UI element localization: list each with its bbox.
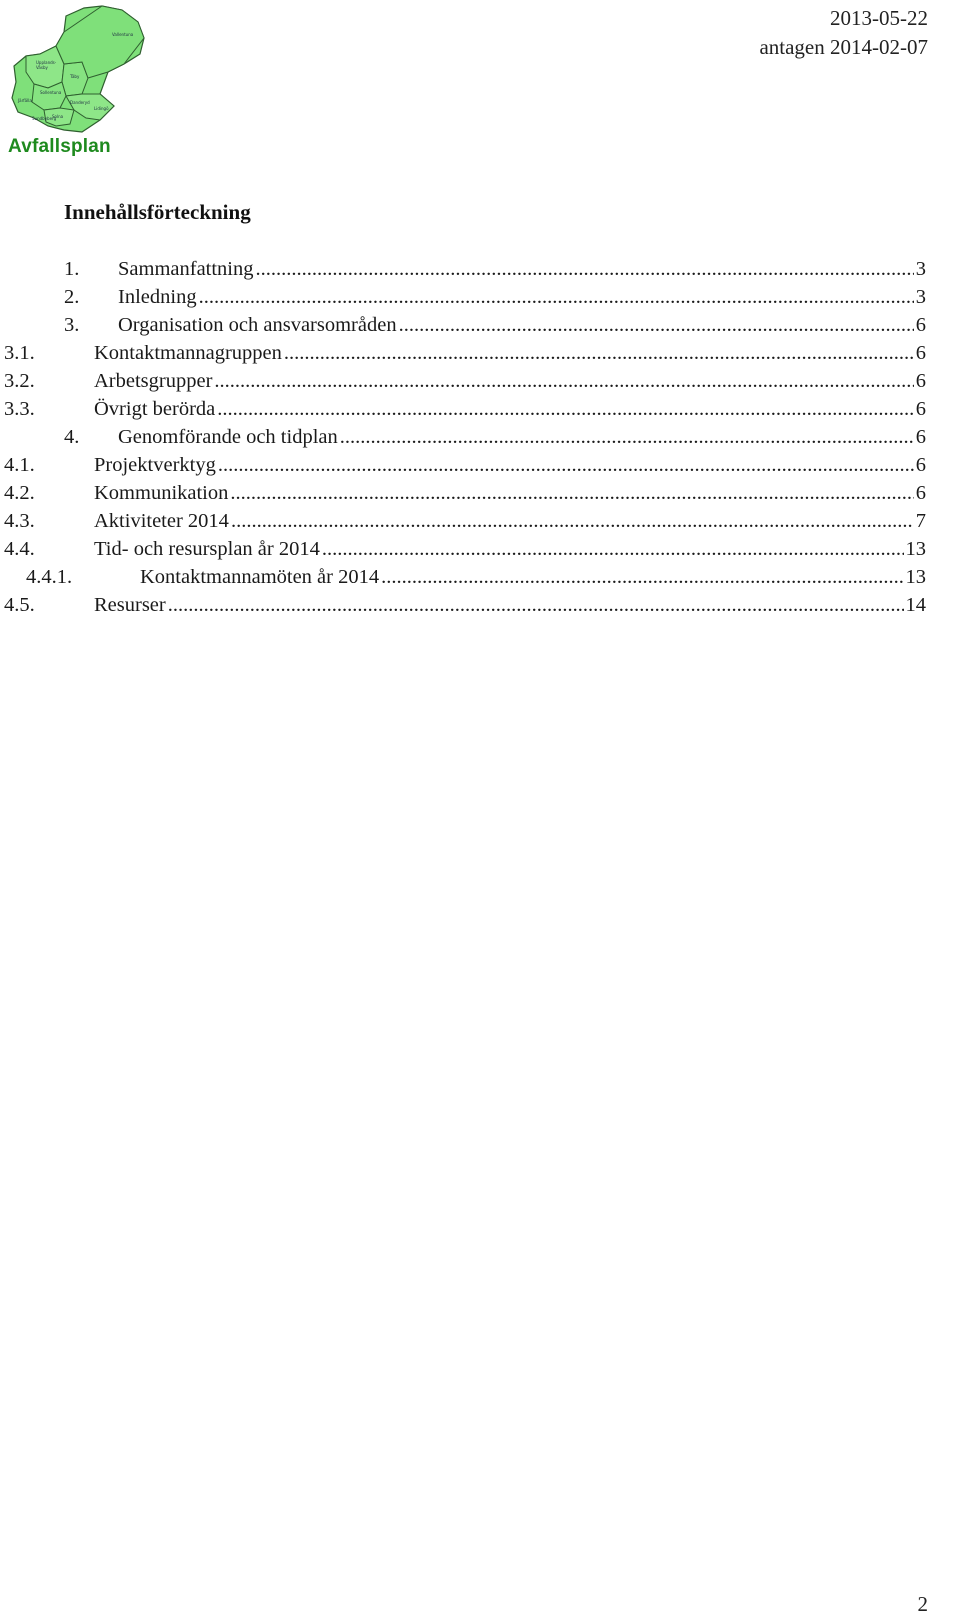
toc-entry[interactable]: [4, 482, 926, 510]
toc-entry-page: 13: [905, 566, 926, 588]
toc-leader-dots: [284, 342, 914, 365]
toc-entry-page: 6: [915, 314, 926, 336]
date-adopted: antagen 2014-02-07: [759, 35, 928, 59]
logo-wordmark: Avfallsplan: [8, 136, 111, 157]
toc-entry-page: 3: [915, 258, 926, 280]
toc-entry-title: Projektverktyg: [94, 454, 216, 476]
toc-entry-number: 4.1.: [4, 454, 35, 476]
svg-text:Väsby: Väsby: [36, 65, 48, 70]
municipality-map-icon: [4, 2, 154, 137]
toc-entry-title: Sammanfattning: [118, 258, 254, 280]
svg-text:Solna: Solna: [52, 114, 64, 119]
toc-entry[interactable]: [26, 566, 926, 594]
svg-text:Upplands-: Upplands-: [36, 60, 57, 65]
toc-entry[interactable]: [4, 370, 926, 398]
toc-leader-dots: [381, 566, 903, 589]
toc-entry-title: Aktiviteter 2014: [94, 510, 229, 532]
svg-text:Täby: Täby: [70, 74, 80, 79]
toc-entry-number: 4.2.: [4, 482, 35, 504]
date-created: 2013-05-22: [830, 6, 928, 30]
toc-entry[interactable]: [64, 426, 926, 454]
toc-entry-title: Organisation och ansvarsområden: [118, 314, 397, 336]
toc-leader-dots: [322, 538, 904, 561]
toc-entry[interactable]: [4, 398, 926, 426]
toc-entry-page: 7: [915, 510, 926, 532]
toc-leader-dots: [256, 258, 914, 281]
toc-entry-page: 3: [915, 286, 926, 308]
toc-entry-title: Arbetsgrupper: [94, 370, 213, 392]
toc-entry[interactable]: [64, 258, 926, 286]
toc-leader-dots: [399, 314, 914, 337]
toc-entry-page: 6: [915, 454, 926, 476]
toc-entry-title: Inledning: [118, 286, 197, 308]
toc-entry-page: 13: [905, 538, 926, 560]
toc-entry-number: 1.: [64, 258, 80, 280]
toc-leader-dots: [218, 454, 914, 477]
toc-entry-number: 4.4.: [4, 538, 35, 560]
svg-text:Sollentuna: Sollentuna: [40, 90, 62, 95]
toc-entry[interactable]: [4, 538, 926, 566]
toc-entry-page: 6: [915, 398, 926, 420]
toc-entry-title: Kommunikation: [94, 482, 229, 504]
svg-text:Järfälla: Järfälla: [18, 98, 32, 103]
toc-entry-title: Resurser: [94, 594, 166, 616]
toc-entry-page: 6: [915, 342, 926, 364]
toc-entry-number: 4.: [64, 426, 80, 448]
toc-entry[interactable]: [64, 314, 926, 342]
toc-entry-title: Kontaktmannagruppen: [94, 342, 282, 364]
toc-entry[interactable]: [4, 454, 926, 482]
toc-entry-number: 3.1.: [4, 342, 35, 364]
toc-leader-dots: [230, 482, 913, 505]
toc-entry-title: Kontaktmannamöten år 2014: [140, 566, 380, 588]
toc-leader-dots: [214, 370, 913, 393]
svg-text:Sundbyberg: Sundbyberg: [32, 116, 57, 121]
toc-entry[interactable]: [4, 594, 926, 622]
toc-leader-dots: [217, 398, 914, 421]
toc-entry[interactable]: [4, 342, 926, 370]
toc-entry-number: 3.: [64, 314, 80, 336]
toc-entry-page: 6: [915, 426, 926, 448]
toc-entry-number: 3.2.: [4, 370, 35, 392]
toc-leader-dots: [168, 594, 904, 617]
toc-entry-page: 6: [915, 482, 926, 504]
toc-leader-dots: [340, 426, 914, 449]
toc-entry-number: 3.3.: [4, 398, 35, 420]
toc-entry-title: Genomförande och tidplan: [118, 426, 338, 448]
svg-text:Vallentuna: Vallentuna: [112, 32, 134, 37]
svg-text:Danderyd: Danderyd: [70, 100, 90, 105]
toc-entry-title: Tid- och resursplan år 2014: [94, 538, 320, 560]
toc-entry[interactable]: [4, 510, 926, 538]
toc-leader-dots: [199, 286, 914, 309]
toc-entry-page: 6: [915, 370, 926, 392]
toc-entry-number: 4.3.: [4, 510, 35, 532]
toc-entry-number: 2.: [64, 286, 80, 308]
toc-entry-title: Övrigt berörda: [94, 398, 216, 420]
toc-entry-number: 4.5.: [4, 594, 35, 616]
toc-leader-dots: [231, 510, 914, 533]
toc-entry-page: 14: [905, 594, 926, 616]
toc-entry-number: 4.4.1.: [26, 566, 73, 588]
toc-entry[interactable]: [64, 286, 926, 314]
page-number: 2: [917, 1592, 928, 1616]
toc-heading: Innehållsförteckning: [64, 200, 251, 224]
svg-text:Lidingö: Lidingö: [94, 106, 109, 111]
avfallsplan-logo: [4, 2, 154, 160]
document-dates: [759, 4, 928, 62]
